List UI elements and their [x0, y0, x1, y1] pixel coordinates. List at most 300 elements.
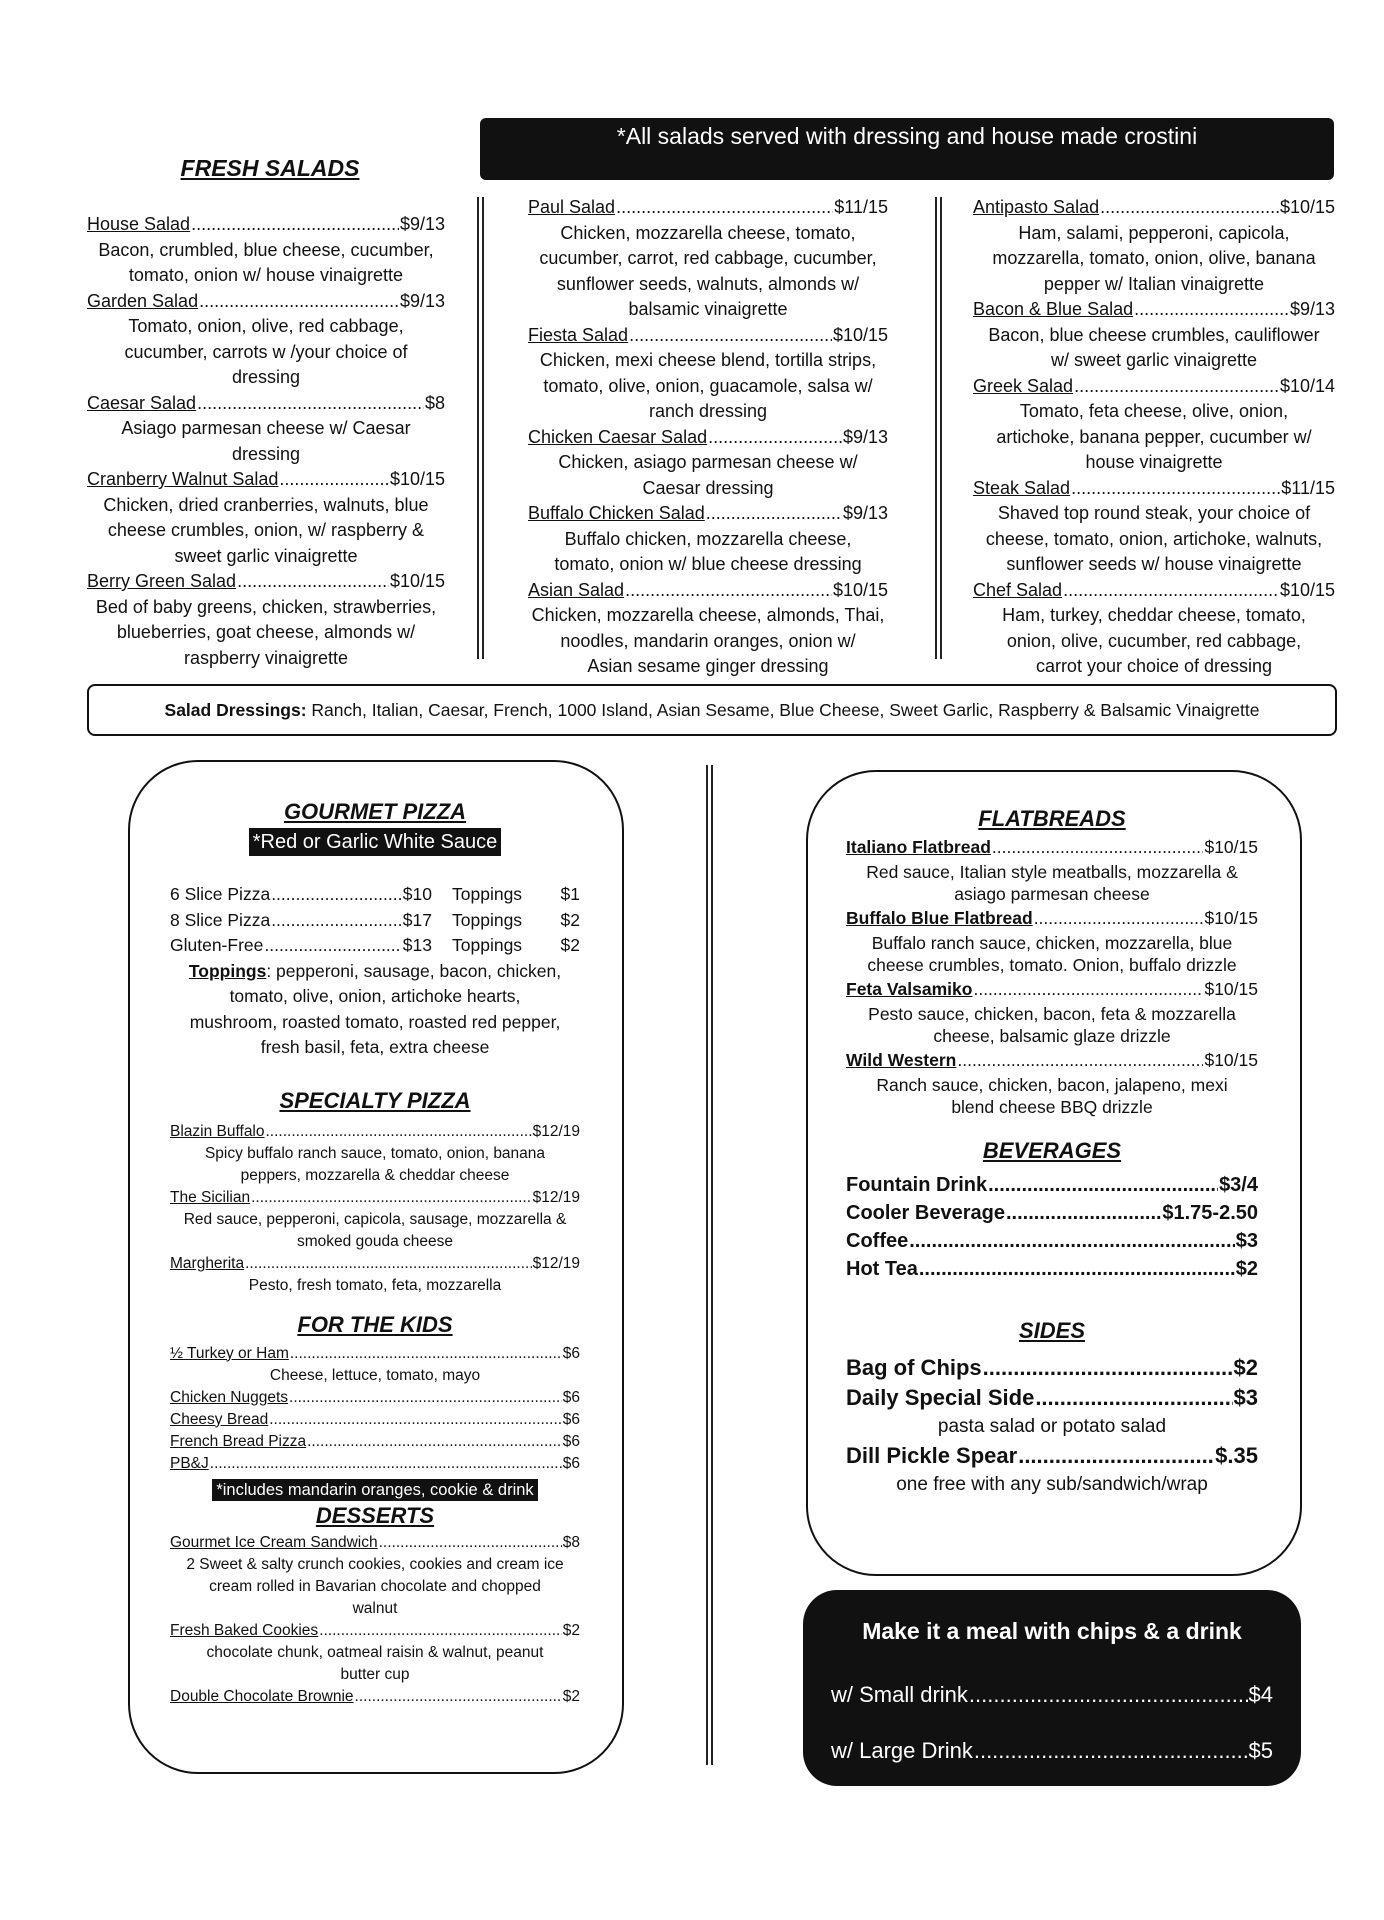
item-price: $2 [1235, 1258, 1258, 1280]
dot-leader [1063, 578, 1279, 604]
item-name: Fountain Drink [846, 1174, 988, 1196]
toppings-line: mushroom, roasted tomato, roasted red pepper, [189, 1011, 561, 1032]
description-line: raspberry vinaigrette [183, 647, 349, 668]
dot-leader [1034, 906, 1204, 932]
dot-leader [355, 1686, 562, 1708]
dressings-list: Ranch, Italian, Caesar, French, 1000 Island, Asian Sesame, Blue Cheese, Sweet Garlic, Raspberry & Balsamic Vinaigrette [311, 700, 1260, 720]
description-line: sunflower seeds w/ house vinaigrette [1006, 554, 1302, 574]
item-name: Cooler Beverage [846, 1202, 1005, 1224]
item-name: Gluten-Free [170, 935, 264, 955]
dot-leader [708, 425, 842, 451]
item-name: Italiano Flatbread [846, 837, 991, 857]
description-line: chocolate chunk, oatmeal raisin & walnut, peanut [206, 1644, 544, 1661]
item-price: $6 [562, 1454, 580, 1472]
description-line: w/ sweet garlic vinaigrette [1050, 350, 1258, 370]
item-price: $6 [562, 1432, 580, 1450]
salad-divider-1 [477, 197, 484, 659]
toppings-text: : pepperoni, sausage, bacon, chicken, [266, 960, 562, 981]
item-description [528, 527, 888, 578]
description-line: Bacon, blue cheese crumbles, cauliflower [988, 324, 1320, 345]
item-price: $2 [562, 1688, 580, 1705]
item-name: Coffee [846, 1230, 909, 1252]
item-price: $11/15 [834, 197, 888, 217]
description-line: Pesto, fresh tomato, feta, mozzarella [248, 1276, 502, 1294]
sauce-note: *Red or Garlic White Sauce [249, 828, 502, 856]
toppings-price: $2 [560, 935, 580, 955]
specialty-item [170, 1253, 580, 1275]
dot-leader [992, 835, 1204, 861]
item-name: Chef Salad [973, 579, 1063, 600]
item-price: $9/13 [842, 426, 888, 447]
toppings-price: $2 [560, 909, 580, 930]
item-price: $10/15 [389, 469, 445, 489]
dot-leader [290, 1343, 562, 1365]
dot-leader [983, 1353, 1233, 1383]
toppings-line: fresh basil, feta, extra cheese [260, 1037, 490, 1057]
item-price: $12/19 [532, 1188, 580, 1206]
description-line: cheese, balsamic glaze drizzle [933, 1026, 1171, 1047]
salad-item [87, 391, 445, 417]
item-price: $10/15 [1204, 908, 1258, 928]
item-name: w/ Small drink [831, 1682, 968, 1707]
item-price: $10/15 [1204, 1050, 1258, 1070]
sides-title: SIDES [1018, 1318, 1086, 1343]
dot-leader [269, 1409, 562, 1431]
sides-list [846, 1353, 1258, 1499]
dot-leader [319, 1620, 562, 1642]
item-description [846, 932, 1258, 978]
dot-leader [973, 977, 1203, 1003]
item-name: Asian Salad [528, 579, 625, 600]
dot-leader [625, 578, 832, 604]
description-line: dressing [231, 367, 301, 387]
side-item [846, 1441, 1258, 1471]
item-description [170, 1275, 580, 1297]
item-name: Wild Western [846, 1050, 957, 1070]
item-name: French Bread Pizza [170, 1432, 307, 1450]
item-name: Bacon & Blue Salad [973, 299, 1134, 319]
item-price: $10/15 [832, 579, 888, 600]
item-name: Paul Salad [528, 197, 616, 217]
item-price: $3 [1235, 1230, 1258, 1252]
item-name: The Sicilian [170, 1188, 251, 1206]
dot-leader [957, 1048, 1203, 1074]
meal-option [831, 1723, 1273, 1779]
description-line: onion, olive, cucumber, red cabbage, [1006, 630, 1302, 651]
item-price: $10/14 [1279, 375, 1335, 396]
dressings-label: Salad Dressings: [164, 700, 307, 720]
dot-leader [245, 1253, 531, 1275]
salad-item [87, 289, 445, 315]
description-line: Shaved top round steak, your choice of [997, 503, 1311, 523]
item-name: Chicken Nuggets [170, 1388, 289, 1406]
item-price: $12/19 [532, 1254, 580, 1272]
description-line: peppers, mozzarella & cheddar cheese [240, 1166, 510, 1184]
description-line: mozzarella, tomato, onion, olive, banana [992, 248, 1316, 268]
description-line: Tomato, feta cheese, olive, onion, [1019, 401, 1289, 421]
dot-leader [974, 1723, 1248, 1779]
flatbread-item [846, 977, 1258, 1003]
item-price: $9/13 [399, 290, 445, 311]
meal-list [831, 1667, 1273, 1779]
description-line: Spicy buffalo ranch sauce, tomato, onion, banana [204, 1144, 546, 1162]
description-line: cucumber, carrot, red cabbage, cucumber, [539, 248, 877, 268]
description-line: Chicken, mozzarella cheese, almonds, Thai, [531, 605, 885, 625]
item-description [87, 416, 445, 467]
salad-item [528, 425, 888, 451]
salad-item [973, 297, 1335, 323]
kids-item [170, 1387, 580, 1409]
dot-leader [1018, 1441, 1214, 1471]
dot-leader [1074, 374, 1279, 400]
item-description [87, 238, 445, 289]
desserts-list [170, 1532, 580, 1708]
description-line: Red sauce, Italian style meatballs, mozzarella & [866, 861, 1238, 882]
item-price: $2 [562, 1622, 580, 1639]
description-line: sweet garlic vinaigrette [174, 545, 358, 566]
dot-leader [279, 467, 389, 493]
kids-list [170, 1343, 580, 1475]
dot-leader [271, 908, 402, 934]
dot-leader [616, 195, 833, 221]
toppings-price: $1 [560, 884, 580, 904]
salad-item [528, 501, 888, 527]
description-line: Red sauce, pepperoni, capicola, sausage, mozzarella & [183, 1210, 567, 1228]
item-description [87, 493, 445, 570]
dot-leader [1006, 1199, 1161, 1227]
description-line: artichoke, banana pepper, cucumber w/ [996, 426, 1312, 447]
description-line: Buffalo ranch sauce, chicken, mozzarella, blue [871, 932, 1233, 953]
description-line: balsamic vinaigrette [628, 299, 788, 319]
description-line: Chicken, asiago parmesan cheese w/ [558, 452, 858, 472]
kids-item [170, 1453, 580, 1475]
dot-leader [1134, 297, 1289, 323]
description-line: walnut [352, 1600, 398, 1617]
salad-item [973, 578, 1335, 604]
meal-box [803, 1590, 1301, 1786]
description-line: cheese crumbles, onion, w/ raspberry & [107, 520, 425, 540]
dessert-item [170, 1620, 580, 1642]
side-item [846, 1353, 1258, 1383]
item-name: Feta Valsamiko [846, 979, 973, 999]
kids-item [170, 1431, 580, 1453]
item-price: $17 [402, 909, 432, 930]
salad-item [973, 195, 1335, 221]
description-line: Ranch sauce, chicken, bacon, jalapeno, mexi [876, 1074, 1228, 1095]
description-line: asiago parmesan cheese [954, 884, 1150, 905]
item-description [973, 603, 1335, 680]
specialty-item [170, 1121, 580, 1143]
salad-item [528, 323, 888, 349]
flatbread-item [846, 1048, 1258, 1074]
item-name: Garden Salad [87, 290, 199, 311]
item-description [528, 348, 888, 425]
pizza-section [170, 798, 580, 1708]
beverage-item [846, 1199, 1258, 1227]
kids-item [170, 1409, 580, 1431]
flatbread-list [846, 835, 1258, 1119]
item-name: Cheesy Bread [170, 1410, 269, 1428]
item-description [973, 323, 1335, 374]
dressings-bar [87, 684, 1337, 736]
dot-leader [197, 391, 424, 417]
pizza-sizes [170, 882, 580, 959]
item-price: $10/15 [389, 571, 445, 591]
item-price: $10 [402, 884, 432, 904]
item-description [170, 1143, 580, 1187]
item-name: Buffalo Blue Flatbread [846, 908, 1033, 928]
description-line: 2 Sweet & salty crunch cookies, cookies and cream ice [186, 1556, 564, 1573]
toppings-line: tomato, olive, onion, artichoke hearts, [229, 986, 521, 1006]
pizza-size-row [170, 908, 580, 934]
pizza-size-row [170, 933, 580, 959]
item-description [170, 1365, 580, 1387]
dessert-item [170, 1686, 580, 1708]
salad-banner [480, 118, 1334, 180]
item-price: $4 [1248, 1682, 1273, 1707]
description-line: house vinaigrette [1085, 452, 1223, 472]
item-name: Greek Salad [973, 375, 1074, 396]
item-name: Dill Pickle Spear [846, 1443, 1018, 1468]
dot-leader [191, 212, 399, 238]
item-description [170, 1554, 580, 1620]
salad-item [87, 212, 445, 238]
description-line: tomato, olive, onion, guacamole, salsa w/ [543, 375, 873, 396]
dot-leader [629, 323, 832, 349]
description-line: Pesto sauce, chicken, bacon, feta & mozzarella [868, 1003, 1236, 1024]
item-description [528, 603, 888, 680]
item-price: $2 [1233, 1355, 1258, 1380]
item-price: $9/13 [399, 214, 445, 234]
item-description [170, 1642, 580, 1686]
pizza-size [170, 882, 432, 908]
item-price: $13 [402, 935, 432, 955]
item-price: $10/15 [1279, 197, 1335, 217]
item-name: w/ Large Drink [831, 1738, 973, 1763]
toppings-label: Toppings [188, 960, 267, 981]
gourmet-pizza-title: GOURMET PIZZA [283, 799, 467, 824]
beverage-item [846, 1227, 1258, 1255]
salad-item [528, 195, 888, 221]
dot-leader [969, 1667, 1248, 1723]
beverages-title: BEVERAGES [982, 1138, 1122, 1163]
description-line: Bacon, crumbled, blue cheese, cucumber, [98, 239, 434, 260]
item-name: Hot Tea [846, 1258, 918, 1280]
item-description [87, 595, 445, 672]
kids-note: *includes mandarin oranges, cookie & drink [212, 1479, 537, 1501]
salad-column-2 [528, 195, 888, 680]
description-line: Bed of baby greens, chicken, strawberries, [95, 596, 437, 617]
dot-leader [266, 1121, 532, 1143]
dot-leader [307, 1431, 562, 1453]
pizza-size [170, 933, 432, 959]
dessert-item [170, 1532, 580, 1554]
item-name: 8 Slice Pizza [170, 909, 271, 930]
item-description [973, 501, 1335, 578]
item-price: $6 [562, 1388, 580, 1406]
dot-leader [1071, 476, 1280, 502]
item-price: $6 [562, 1344, 580, 1362]
item-name: Steak Salad [973, 477, 1071, 498]
description-line: dressing [231, 443, 301, 464]
item-name: Berry Green Salad [87, 571, 237, 591]
item-name: Bag of Chips [846, 1355, 982, 1380]
item-name: Gourmet Ice Cream Sandwich [170, 1534, 378, 1551]
dot-leader [289, 1387, 562, 1409]
description-line: Asiago parmesan cheese w/ Caesar [121, 418, 411, 438]
item-name: Daily Special Side [846, 1385, 1035, 1410]
fresh-salads-title: FRESH SALADS [180, 155, 360, 181]
item-price: $9/13 [842, 503, 888, 523]
meal-title: Make it a meal with chips & a drink [862, 1618, 1242, 1644]
beverage-item [846, 1171, 1258, 1199]
item-price: $.35 [1215, 1443, 1258, 1468]
side-description: one free with any sub/sandwich/wrap [896, 1474, 1208, 1495]
item-name: Antipasto Salad [973, 197, 1100, 217]
item-price: $8 [424, 392, 445, 413]
side-description: pasta salad or potato salad [937, 1416, 1167, 1437]
item-name: Blazin Buffalo [170, 1122, 265, 1140]
description-line: Caesar dressing [642, 477, 774, 498]
flatbread-item [846, 906, 1258, 932]
item-name: Caesar Salad [87, 392, 197, 413]
item-price: $10/15 [1204, 979, 1258, 999]
dot-leader [1035, 1383, 1232, 1413]
description-line: Ham, turkey, cheddar cheese, tomato, [1002, 605, 1306, 625]
item-name: House Salad [87, 214, 191, 234]
item-price: $3/4 [1219, 1174, 1258, 1196]
banner-text: *All salads served with dressing and house made crostini [616, 123, 1198, 149]
pizza-size [170, 908, 432, 934]
specialty-item [170, 1187, 580, 1209]
description-line: butter cup [340, 1666, 410, 1683]
salad-item [87, 467, 445, 493]
dot-leader [237, 569, 389, 595]
toppings-block [170, 959, 580, 1061]
item-name: PB&J [170, 1454, 209, 1472]
description-line: tomato, onion w/ house vinaigrette [128, 265, 404, 285]
salad-divider-2 [935, 197, 942, 659]
item-description [528, 450, 888, 501]
description-line: Chicken, dried cranberries, walnuts, blue [103, 494, 429, 515]
dot-leader [379, 1532, 562, 1554]
description-line: cream rolled in Bavarian chocolate and chopped [209, 1578, 541, 1595]
toppings-price-label: Toppings [452, 884, 523, 904]
dot-leader [909, 1227, 1235, 1255]
flatbreads-title: FLATBREADS [978, 806, 1126, 831]
dot-leader [271, 882, 402, 908]
item-description [973, 221, 1335, 298]
item-name: 6 Slice Pizza [170, 884, 271, 904]
desserts-title: DESSERTS [315, 1503, 435, 1528]
description-line: Tomato, onion, olive, red cabbage, [128, 316, 404, 336]
center-divider [706, 765, 713, 1765]
description-line: Ham, salami, pepperoni, capicola, [1018, 222, 1290, 243]
item-description [846, 1003, 1258, 1049]
item-price: $12/19 [532, 1122, 580, 1140]
side-item [846, 1383, 1258, 1413]
description-line: blend cheese BBQ drizzle [951, 1097, 1153, 1118]
description-line: Chicken, mozzarella cheese, tomato, [560, 222, 856, 243]
item-name: Cranberry Walnut Salad [87, 469, 279, 489]
description-line: tomato, onion w/ blue cheese dressing [554, 554, 862, 574]
description-line: blueberries, goat cheese, almonds w/ [116, 622, 416, 642]
kids-item [170, 1343, 580, 1365]
description-line: pepper w/ Italian vinaigrette [1043, 273, 1265, 294]
salad-item [87, 569, 445, 595]
item-name: Margherita [170, 1254, 245, 1272]
description-line: cheese crumbles, tomato. Onion, buffalo drizzle [867, 955, 1237, 976]
beverage-item [846, 1255, 1258, 1283]
salad-item [973, 374, 1335, 400]
salad-item [528, 578, 888, 604]
flatbread-section [846, 805, 1258, 1499]
meal-option [831, 1667, 1273, 1723]
item-price: $11/15 [1281, 477, 1335, 498]
salad-column-3 [973, 195, 1335, 680]
description-line: smoked gouda cheese [297, 1232, 453, 1250]
item-description [846, 861, 1258, 907]
description-line: noodles, mandarin oranges, onion w/ [560, 630, 856, 651]
dot-leader [251, 1187, 531, 1209]
description-line: carrot your choice of dressing [1035, 656, 1273, 676]
item-name: Fiesta Salad [528, 324, 629, 345]
dot-leader [199, 289, 399, 315]
item-price: $8 [562, 1534, 580, 1551]
item-price: $6 [562, 1410, 580, 1428]
description-line: ranch dressing [648, 401, 768, 421]
description-line: Asian sesame ginger dressing [587, 656, 829, 676]
item-price: $10/15 [1204, 837, 1258, 857]
item-price: $10/15 [832, 324, 888, 345]
dot-leader [1100, 195, 1279, 221]
item-name: Chicken Caesar Salad [528, 426, 708, 447]
description-line: sunflower seeds, walnuts, almonds w/ [556, 273, 860, 294]
item-price: $1.75-2.50 [1162, 1202, 1258, 1224]
salad-item [973, 476, 1335, 502]
kids-title: FOR THE KIDS [297, 1311, 453, 1337]
beverage-list [846, 1171, 1258, 1283]
dot-leader [264, 933, 401, 959]
description-line: Buffalo chicken, mozzarella cheese, [564, 528, 852, 549]
item-price: $10/15 [1279, 579, 1335, 600]
dot-leader [919, 1255, 1235, 1283]
item-price: $9/13 [1289, 299, 1335, 319]
dot-leader [988, 1171, 1218, 1199]
salad-column-1 [87, 212, 445, 671]
specialty-list [170, 1121, 580, 1297]
description-line: Chicken, mexi cheese blend, tortilla strips, [539, 350, 877, 370]
item-description [528, 221, 888, 323]
item-description [973, 399, 1335, 476]
description-line: Cheese, lettuce, tomato, mayo [269, 1366, 481, 1384]
item-name: Fresh Baked Cookies [170, 1622, 319, 1639]
description-line: cheese, tomato, onion, artichoke, walnuts, [985, 528, 1323, 549]
item-price: $3 [1233, 1385, 1258, 1410]
flatbread-item [846, 835, 1258, 861]
toppings-price-label: Toppings [452, 909, 523, 930]
item-name: Buffalo Chicken Salad [528, 503, 705, 523]
dot-leader [706, 501, 842, 527]
description-line: cucumber, carrots w /your choice of [124, 341, 408, 362]
dot-leader [210, 1453, 562, 1475]
pizza-size-row [170, 882, 580, 908]
item-description [87, 314, 445, 391]
item-name: Double Chocolate Brownie [170, 1688, 354, 1705]
specialty-pizza-title: SPECIALTY PIZZA [279, 1087, 471, 1113]
item-price: $5 [1248, 1738, 1273, 1763]
item-name: ½ Turkey or Ham [170, 1344, 289, 1362]
